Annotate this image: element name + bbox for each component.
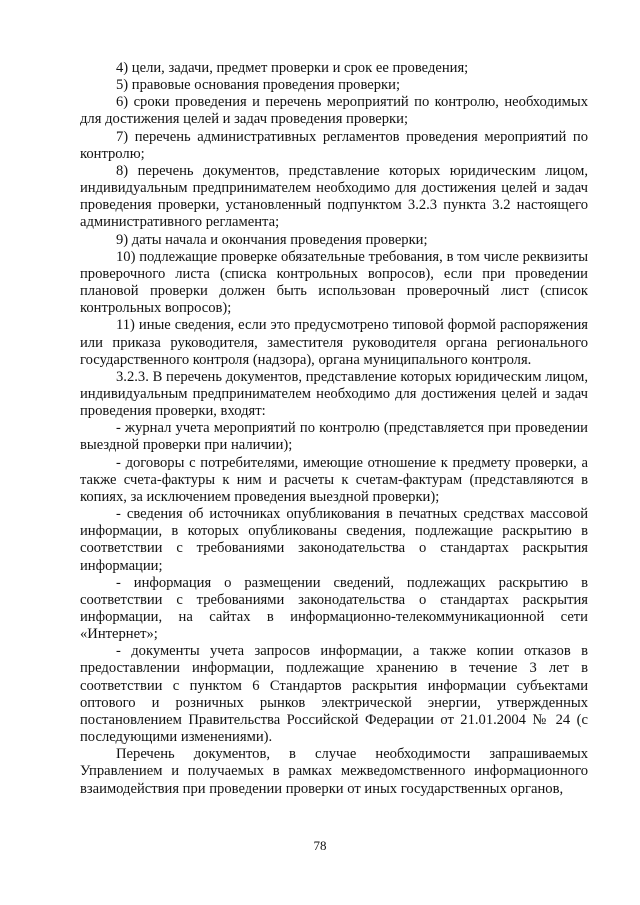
paragraph-item-5: 5) правовые основания проведения проверки; [116, 77, 401, 94]
paragraph-item-8: 8) перечень документов, представление которых юридическим лицом, индивидуальным предпринимателем необходимо для достижения целей и задач проведения проверки, установленный подпунктом 3.2.3 пункта 3.2 настоящего административного регламента; [80, 162, 588, 231]
paragraph-section-3-2-3: 3.2.3. В перечень документов, представление которых юридическим лицом, индивидуальным предпринимателем необходимо для достижения целей и задач проведения проверки, входят: [80, 368, 588, 420]
list-item-internet-disclosure: - информация о размещении сведений, подлежащих раскрытию в соответствии с требованиями законодательства о стандартах раскрытия информации, на сайтах в информационно-телекоммуникационной сети «Интернет»; [80, 574, 588, 643]
paragraph-item-6: 6) сроки проведения и перечень мероприятий по контролю, необходимых для достижения целей и задач проведения проверки; [80, 94, 588, 128]
paragraph-item-10: 10) подлежащие проверке обязательные требования, в том числе реквизиты проверочного листа (списка контрольных вопросов), если при проведении плановой проверки должен быть использован проверочный лист (список контрольных вопросов); [80, 248, 588, 317]
list-item-control-log: - журнал учета мероприятий по контролю (представляется при проведении выездной проверки при наличии); [80, 420, 588, 454]
page-number: 78 [313, 838, 327, 853]
paragraph-item-7: 7) перечень административных регламентов проведения мероприятий по контролю; [80, 128, 588, 162]
paragraph-item-11: 11) иные сведения, если это предусмотрено типовой формой распоряжения или приказа руководителя, заместителя руководителя органа регионального государственного контроля (надзора), органа муниципального контроля. [80, 317, 588, 368]
list-item-request-records: - документы учета запросов информации, а также копии отказов в предоставлении информации, подлежащие хранению в течение 3 лет в соответствии с пунктом 6 Стандартов раскрытия информации субъектами оптового и розничных рынков электрической энергии, утвержденных постановлением Правительства Российской Федерации от 21.01.2004 № 24 (с последующими изменениями). [80, 643, 588, 746]
paragraph-item-9: 9) даты начала и окончания проведения проверки; [116, 231, 428, 248]
paragraph-item-4: 4) цели, задачи, предмет проверки и срок ее проведения; [116, 60, 469, 76]
list-item-publication-sources: - сведения об источниках опубликования в печатных средствах массовой информации, в которых опубликованы сведения, подлежащие раскрытию в соответствии с требованиями законодательства о стандартах раскрытия информации; [80, 506, 588, 574]
list-item-consumer-contracts: - договоры с потребителями, имеющие отношение к предмету проверки, а также счета-фактуры к ним и расчеты к счетам-фактурам (представляются в копиях, за исключением проведения выездной проверки); [80, 454, 588, 505]
paragraph-interagency-documents: Перечень документов, в случае необходимости запрашиваемых Управлением и получаемых в рамках межведомственного информационного взаимодействия при проведении проверки от иных государственных органов, [80, 746, 588, 797]
document-body [80, 60, 588, 798]
